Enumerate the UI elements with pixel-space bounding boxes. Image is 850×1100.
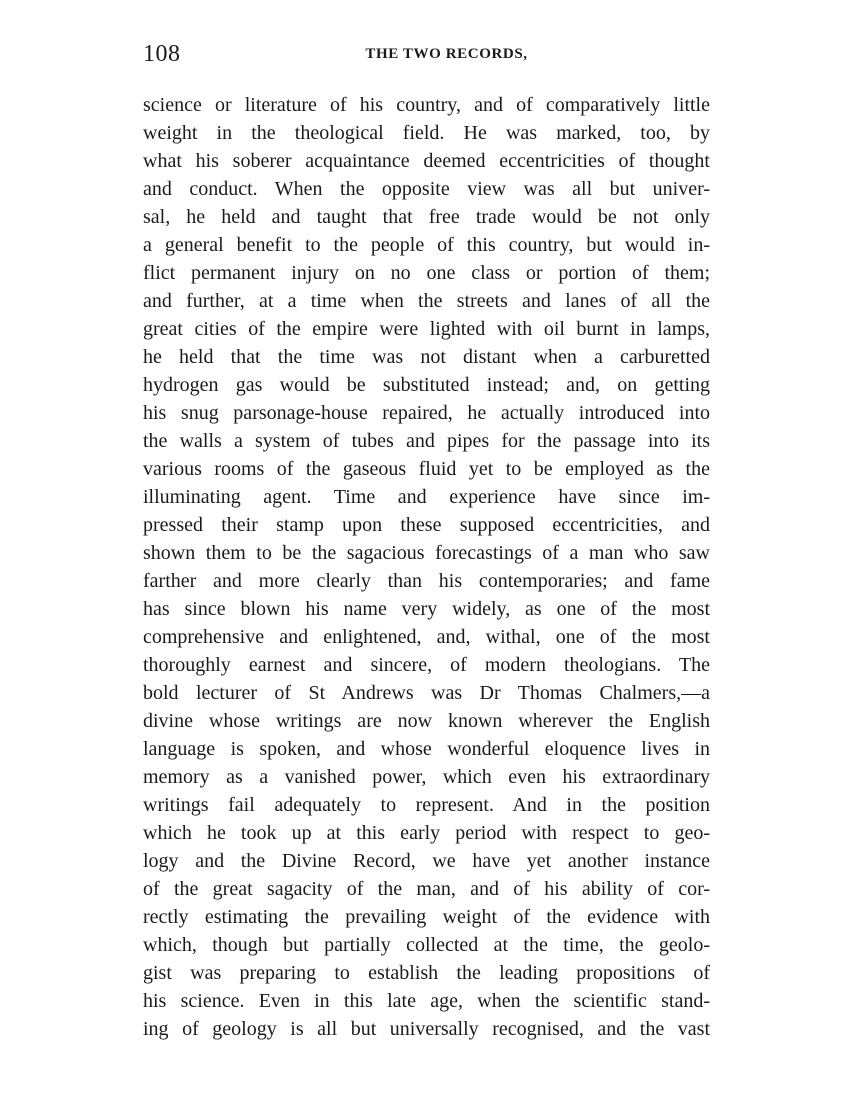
text-line: and conduct. When the opposite view was all but univer-: [143, 178, 710, 200]
text-line: illuminating agent. Time and experience have since im-: [143, 486, 710, 508]
text-line: divine whose writings are now known wherever the English: [143, 710, 710, 732]
text-line: pressed their stamp upon these supposed eccentricities, and: [143, 514, 710, 536]
text-line: he held that the time was not distant when a carburetted: [143, 346, 710, 368]
text-line: rectly estimating the prevailing weight of the evidence with: [143, 906, 710, 928]
text-line: logy and the Divine Record, we have yet another instance: [143, 850, 710, 872]
text-line: the walls a system of tubes and pipes for the passage into its: [143, 430, 710, 452]
text-line: and further, at a time when the streets and lanes of all the: [143, 290, 710, 312]
text-line: science or literature of his country, and of comparatively little: [143, 94, 710, 116]
text-line: which, though but partially collected at the time, the geolo-: [143, 934, 710, 956]
text-line: ing of geology is all but universally recognised, and the vast: [143, 1018, 710, 1040]
text-line: what his soberer acquaintance deemed eccentricities of thought: [143, 150, 710, 172]
page-number: 108: [143, 41, 181, 67]
text-line: thoroughly earnest and sincere, of modern theologians. The: [143, 654, 710, 676]
text-line: sal, he held and taught that free trade would be not only: [143, 206, 710, 228]
text-line: bold lecturer of St Andrews was Dr Thomas Chalmers,—a: [143, 682, 710, 704]
text-line: weight in the theological field. He was marked, too, by: [143, 122, 710, 144]
text-line: farther and more clearly than his contemporaries; and fame: [143, 570, 710, 592]
text-line: writings fail adequately to represent. And in the position: [143, 794, 710, 816]
text-line: gist was preparing to establish the leading propositions of: [143, 962, 710, 984]
text-line: great cities of the empire were lighted with oil burnt in lamps,: [143, 318, 710, 340]
text-line: memory as a vanished power, which even his extraordinary: [143, 766, 710, 788]
text-line: of the great sagacity of the man, and of his ability of cor-: [143, 878, 710, 900]
text-line: comprehensive and enlightened, and, withal, one of the most: [143, 626, 710, 648]
text-line: his snug parsonage-house repaired, he actually introduced into: [143, 402, 710, 424]
text-line: his science. Even in this late age, when the scientific stand-: [143, 990, 710, 1012]
running-head: [143, 36, 710, 72]
body-text: [143, 91, 710, 1043]
text-line: which he took up at this early period with respect to geo-: [143, 822, 710, 844]
text-line: language is spoken, and whose wonderful eloquence lives in: [143, 738, 710, 760]
text-line: a general benefit to the people of this country, but would in-: [143, 234, 710, 256]
text-line: flict permanent injury on no one class or portion of them;: [143, 262, 710, 284]
text-line: shown them to be the sagacious forecastings of a man who saw: [143, 542, 710, 564]
text-line: has since blown his name very widely, as one of the most: [143, 598, 710, 620]
running-title: THE TWO RECORDS,: [365, 46, 528, 62]
text-line: various rooms of the gaseous fluid yet to be employed as the: [143, 458, 710, 480]
text-line: hydrogen gas would be substituted instead; and, on getting: [143, 374, 710, 396]
